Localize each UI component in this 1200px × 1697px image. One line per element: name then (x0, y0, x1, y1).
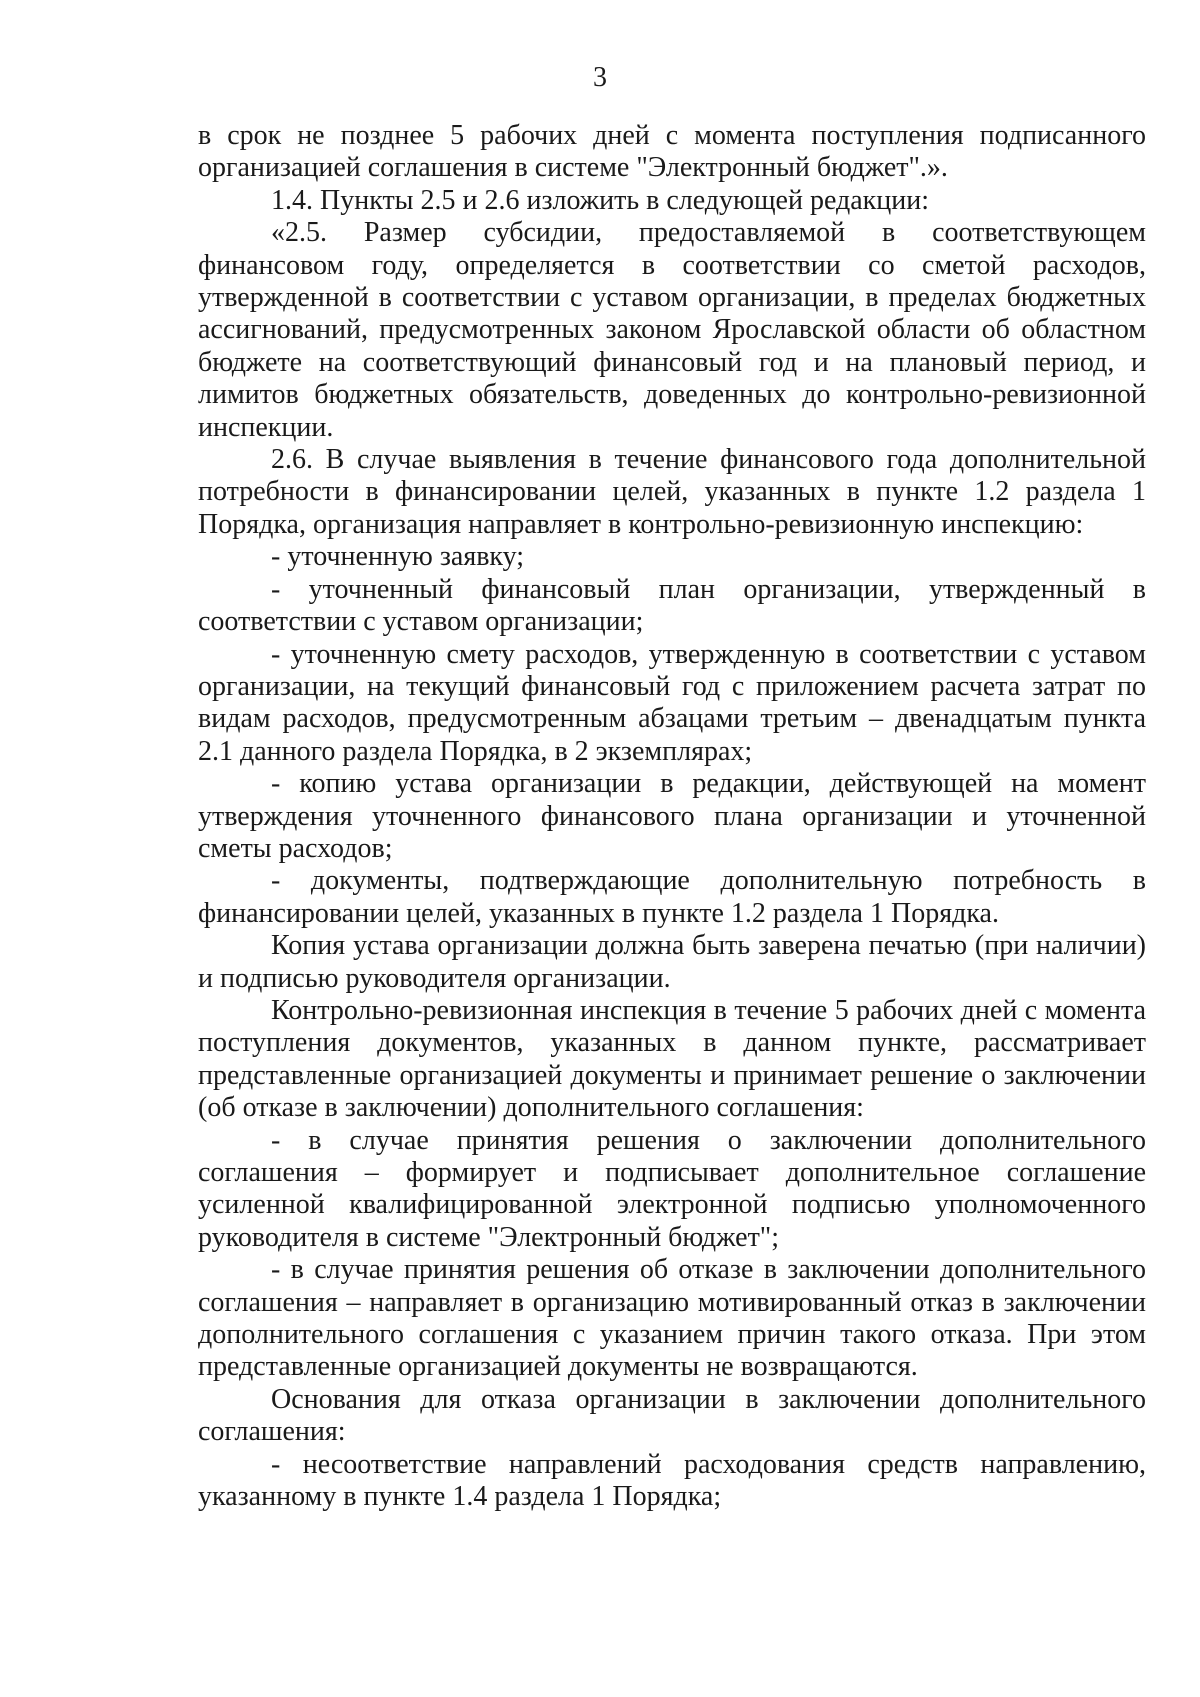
list-item: - уточненный финансовый план организации, утвержденный в соответствии с уставом организации; (198, 573, 1146, 638)
paragraph: Копия устава организации должна быть заверена печатью (при наличии) и подписью руководителя организации. (198, 930, 1146, 994)
list-item: - копию устава организации в редакции, действующей на момент утверждения уточненного финансового плана организации и уточненной сметы расходов; (198, 768, 1146, 864)
paragraph: в срок не позднее 5 рабочих дней с момента поступления подписанного организацией соглашения в системе "Электронный бюджет".». (198, 120, 1146, 184)
list-item: - уточненную смету расходов, утвержденную в соответствии с уставом организации, на текущий финансовый год с приложением расчета затрат по видам расходов, предусмотренным абзацами третьим – двенадцатым пункта 2.1 данного раздела Порядка, в 2 экземплярах; (198, 638, 1146, 767)
list-item: - несоответствие направлений расходования средств направлению, указанному в пункте 1.4 раздела 1 Порядка; (198, 1448, 1146, 1513)
paragraph: 1.4. Пункты 2.5 и 2.6 изложить в следующей редакции: (271, 184, 930, 216)
list-item: - документы, подтверждающие дополнительную потребность в финансировании целей, указанных в пункте 1.2 раздела 1 Порядка. (198, 865, 1146, 929)
paragraph: Основания для отказа организации в заключении дополнительного соглашения: (198, 1383, 1146, 1448)
document-body (198, 120, 1146, 1513)
list-item: - в случае принятия решения о заключении дополнительного соглашения – формирует и подписывает дополнительное соглашение усиленной квалифицированной электронной подписью уполномоченного руководителя в системе "Электронный бюджет"; (198, 1124, 1146, 1253)
paragraph: 2.6. В случае выявления в течение финансового года дополнительной потребности в финансировании целей, указанных в пункте 1.2 раздела 1 Порядка, организация направляет в контрольно-ревизионную инспекцию: (198, 444, 1146, 540)
paragraph: «2.5. Размер субсидии, предоставляемой в соответствующем финансовом году, определяется в соответствии со сметой расходов, утвержденной в соответствии с уставом организации, в пределах бюджетных ассигнований, предусмотренных законом Ярославской области об областном бюджете на соответствующий финансовый год и на плановый период, и лимитов бюджетных обязательств, доведенных до контрольно-ревизионной инспекции. (198, 217, 1146, 443)
list-item: - в случае принятия решения об отказе в заключении дополнительного соглашения – направляет в организацию мотивированный отказ в заключении дополнительного соглашения с указанием причин такого отказа. При этом представленные организацией документы не возвращаются. (198, 1254, 1146, 1383)
list-item: - уточненную заявку; (271, 541, 525, 573)
paragraph: Контрольно-ревизионная инспекция в течение 5 рабочих дней с момента поступления документов, указанных в данном пункте, рассматривает представленные организацией документы и принимает решение о заключении (об отказе в заключении) дополнительного соглашения: (198, 994, 1146, 1124)
page-number: 3 (593, 62, 607, 93)
